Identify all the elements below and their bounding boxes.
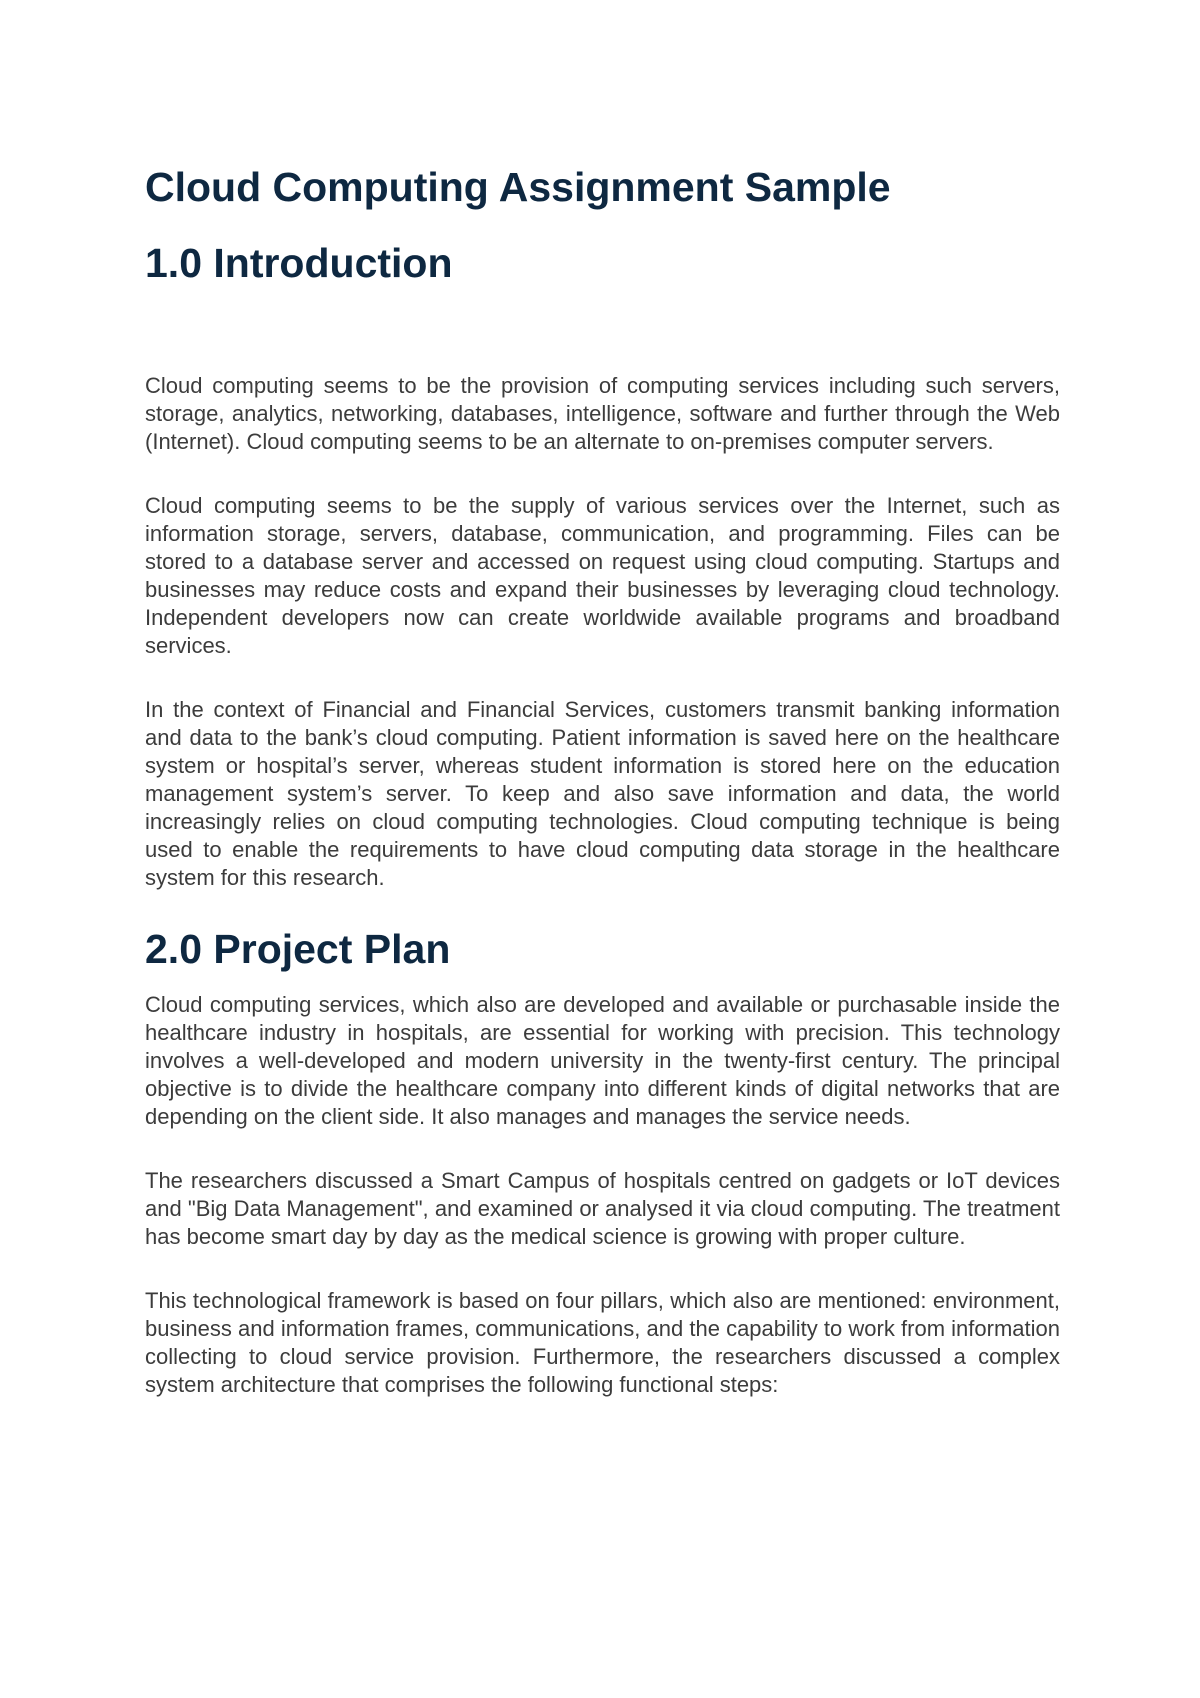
plan-paragraph-1: Cloud computing services, which also are developed and available or purchasable inside the healthcare industry in hospitals, are essential for working with precision. This technology involves a well-developed and modern university in the twenty-first century. The principal objective is to divide the healthcare company into different kinds of digital networks that are depending on the client side. It also manages and manages the service needs. (145, 992, 1060, 1129)
plan-paragraph-2: The researchers discussed a Smart Campus of hospitals centred on gadgets or IoT devices and "Big Data Management", and examined or analysed it via cloud computing. The treatment has become smart day by day as the medical science is growing with proper culture. (145, 1168, 1060, 1249)
intro-paragraph-1: Cloud computing seems to be the provision of computing services including such servers, storage, analytics, networking, databases, intelligence, software and further through the Web (Internet). Cloud computing seems to be an alternate to on-premises computer servers. (145, 373, 1060, 454)
plan-paragraph-3: This technological framework is based on four pillars, which also are mentioned: environment, business and information frames, communications, and the capability to work from information collecting to cloud service provision. Furthermore, the researchers discussed a complex system architecture that comprises the following functional steps: (145, 1288, 1060, 1397)
document-page (145, 160, 1060, 1399)
section-heading-introduction: 1.0 Introduction (145, 240, 453, 286)
intro-paragraph-3: In the context of Financial and Financial Services, customers transmit banking information and data to the bank’s cloud computing. Patient information is saved here on the healthcare system or hospital’s server, whereas student information is stored here on the education management system’s server. To keep and also save information and data, the world increasingly relies on cloud computing technologies. Cloud computing technique is being used to enable the requirements to have cloud computing data storage in the healthcare system for this research. (145, 697, 1060, 890)
document-title: Cloud Computing Assignment Sample (145, 164, 891, 210)
section-heading-project-plan: 2.0 Project Plan (145, 926, 451, 972)
intro-paragraph-2: Cloud computing seems to be the supply of various services over the Internet, such as information storage, servers, database, communication, and programming. Files can be stored to a database server and accessed on request using cloud computing. Startups and businesses may reduce costs and expand their businesses by leveraging cloud technology. Independent developers now can create worldwide available programs and broadband services. (145, 493, 1060, 658)
